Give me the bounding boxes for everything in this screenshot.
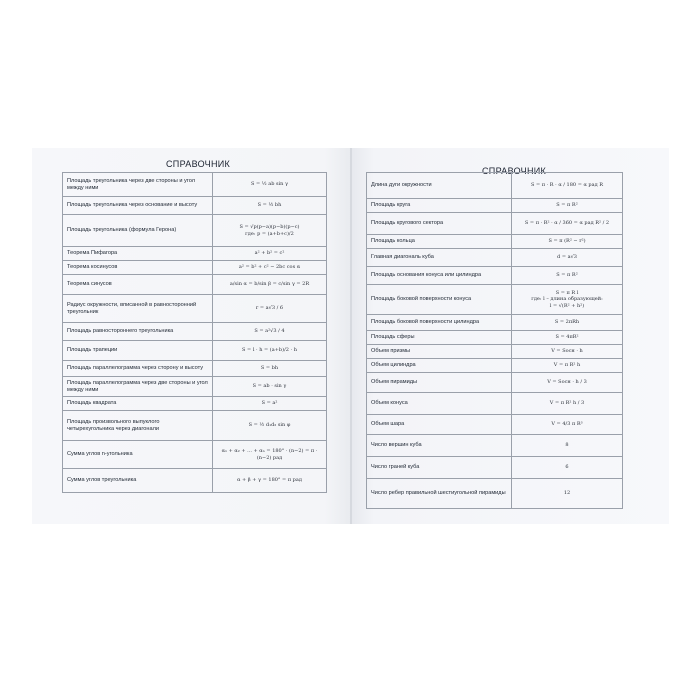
table-row: [367, 457, 623, 479]
formula-cell: α + β + γ = 180° = π рад: [213, 469, 327, 493]
table-row: [63, 295, 327, 323]
term-cell: Площадь параллелограмма через сторону и высоту: [63, 361, 213, 377]
formula-cell: 12: [512, 479, 623, 509]
term-cell: Главная диагональ куба: [367, 249, 512, 267]
formula-cell: S = ½ d₁d₂ sin φ: [213, 411, 327, 441]
formula-cell: d = a√3: [512, 249, 623, 267]
term-cell: Площадь равностороннего треугольника: [63, 323, 213, 341]
formula-cell: 8: [512, 435, 623, 457]
table-row: [63, 411, 327, 441]
term-cell: Площадь кольца: [367, 235, 512, 249]
term-cell: Радиус окружности, вписанной в равносторонний треугольник: [63, 295, 213, 323]
term-cell: Площадь треугольника через две стороны и угол между ними: [63, 173, 213, 197]
formula-cell: a² = b² + c² − 2bc cos α: [213, 261, 327, 275]
formula-cell: S = ab · sin γ: [213, 377, 327, 397]
term-cell: Площадь треугольника через основание и высоту: [63, 197, 213, 215]
formula-cell: S = a²√3 / 4: [213, 323, 327, 341]
formula-cell: S = a²: [213, 397, 327, 411]
left-reference-table: [62, 172, 327, 493]
table-row: [367, 213, 623, 235]
term-cell: Объем шара: [367, 415, 512, 435]
table-row: [367, 479, 623, 509]
term-cell: Площадь круга: [367, 199, 512, 213]
table-row: [63, 397, 327, 411]
term-cell: Площадь квадрата: [63, 397, 213, 411]
term-cell: Площадь кругового сектора: [367, 213, 512, 235]
table-row: [63, 361, 327, 377]
table-row: [367, 345, 623, 359]
right-reference-table: [366, 172, 623, 509]
table-row: [367, 199, 623, 213]
table-row: [63, 261, 327, 275]
term-cell: Площадь трапеции: [63, 341, 213, 361]
formula-cell: S = 2πRh: [512, 315, 623, 331]
term-cell: Теорема Пифагора: [63, 247, 213, 261]
formula-cell: V = π R² h / 3: [512, 393, 623, 415]
term-cell: Объем пирамиды: [367, 373, 512, 393]
left-page: [32, 148, 350, 524]
term-cell: Площадь параллелограмма через две стороны и угол между ними: [63, 377, 213, 397]
formula-cell: S = 4πR²: [512, 331, 623, 345]
term-cell: Теорема косинусов: [63, 261, 213, 275]
term-cell: Число ребер правильной шестиугольной пирамиды: [367, 479, 512, 509]
formula-cell: S = ½ ab sin γ: [213, 173, 327, 197]
term-cell: Площадь боковой поверхности цилиндра: [367, 315, 512, 331]
term-cell: Сумма углов n-угольника: [63, 441, 213, 469]
formula-cell: S = π · R² · α / 360 = α рад R² / 2: [512, 213, 623, 235]
table-row: [367, 267, 623, 285]
term-cell: Число вершин куба: [367, 435, 512, 457]
table-row: [63, 341, 327, 361]
formula-cell: S = π R l где: l – длина образующей: l = √(R² + h²): [512, 285, 623, 315]
term-cell: Сумма углов треугольника: [63, 469, 213, 493]
formula-cell: V = π R² h: [512, 359, 623, 373]
term-cell: Объем конуса: [367, 393, 512, 415]
table-row: [63, 377, 327, 397]
right-page-title: СПРАВОЧНИК: [482, 166, 547, 176]
table-row: [63, 323, 327, 341]
formula-cell: S = l · h = (a+b)/2 · h: [213, 341, 327, 361]
table-row: [367, 235, 623, 249]
table-row: [63, 441, 327, 469]
formula-cell: S = π R²: [512, 199, 623, 213]
formula-cell: a² + b² = c²: [213, 247, 327, 261]
formula-cell: S = bh: [213, 361, 327, 377]
open-book-spread: [32, 148, 669, 524]
table-row: [367, 393, 623, 415]
table-row: [367, 173, 623, 199]
table-row: [63, 173, 327, 197]
table-row: [63, 215, 327, 247]
right-page: [352, 148, 669, 524]
formula-cell: S = ½ bh: [213, 197, 327, 215]
table-row: [367, 285, 623, 315]
term-cell: Площадь произвольного выпуклого четырехугольника через диагонали: [63, 411, 213, 441]
table-row: [367, 315, 623, 331]
term-cell: Площадь боковой поверхности конуса: [367, 285, 512, 315]
term-cell: Площадь основания конуса или цилиндра: [367, 267, 512, 285]
table-row: [63, 247, 327, 261]
table-row: [367, 373, 623, 393]
table-row: [63, 197, 327, 215]
term-cell: Объем цилиндра: [367, 359, 512, 373]
term-cell: Теорема синусов: [63, 275, 213, 295]
formula-cell: r = a√3 / 6: [213, 295, 327, 323]
term-cell: Площадь треугольника (формула Герона): [63, 215, 213, 247]
formula-cell: S = √p(p−a)(p−b)(p−c) где: p = (a+b+c)/2: [213, 215, 327, 247]
formula-cell: 6: [512, 457, 623, 479]
table-row: [367, 331, 623, 345]
term-cell: Объем призмы: [367, 345, 512, 359]
formula-cell: V = Sосн · h: [512, 345, 623, 359]
table-row: [367, 435, 623, 457]
left-page-title: СПРАВОЧНИК: [166, 159, 231, 169]
table-row: [63, 469, 327, 493]
term-cell: Длина дуги окружности: [367, 173, 512, 199]
table-row: [63, 275, 327, 295]
formula-cell: S = π R²: [512, 267, 623, 285]
term-cell: Площадь сферы: [367, 331, 512, 345]
formula-cell: a/sin α = b/sin β = c/sin γ = 2R: [213, 275, 327, 295]
formula-cell: V = 4/3 π R³: [512, 415, 623, 435]
table-row: [367, 415, 623, 435]
formula-cell: S = π (R² − r²): [512, 235, 623, 249]
formula-cell: S = π · R · α / 180 = α рад R: [512, 173, 623, 199]
table-row: [367, 359, 623, 373]
table-row: [367, 249, 623, 267]
formula-cell: V = Sосн · h / 3: [512, 373, 623, 393]
formula-cell: α₁ + α₂ + ... + αₙ = 180° · (n−2) = π · (n−2) рад: [213, 441, 327, 469]
term-cell: Число граней куба: [367, 457, 512, 479]
